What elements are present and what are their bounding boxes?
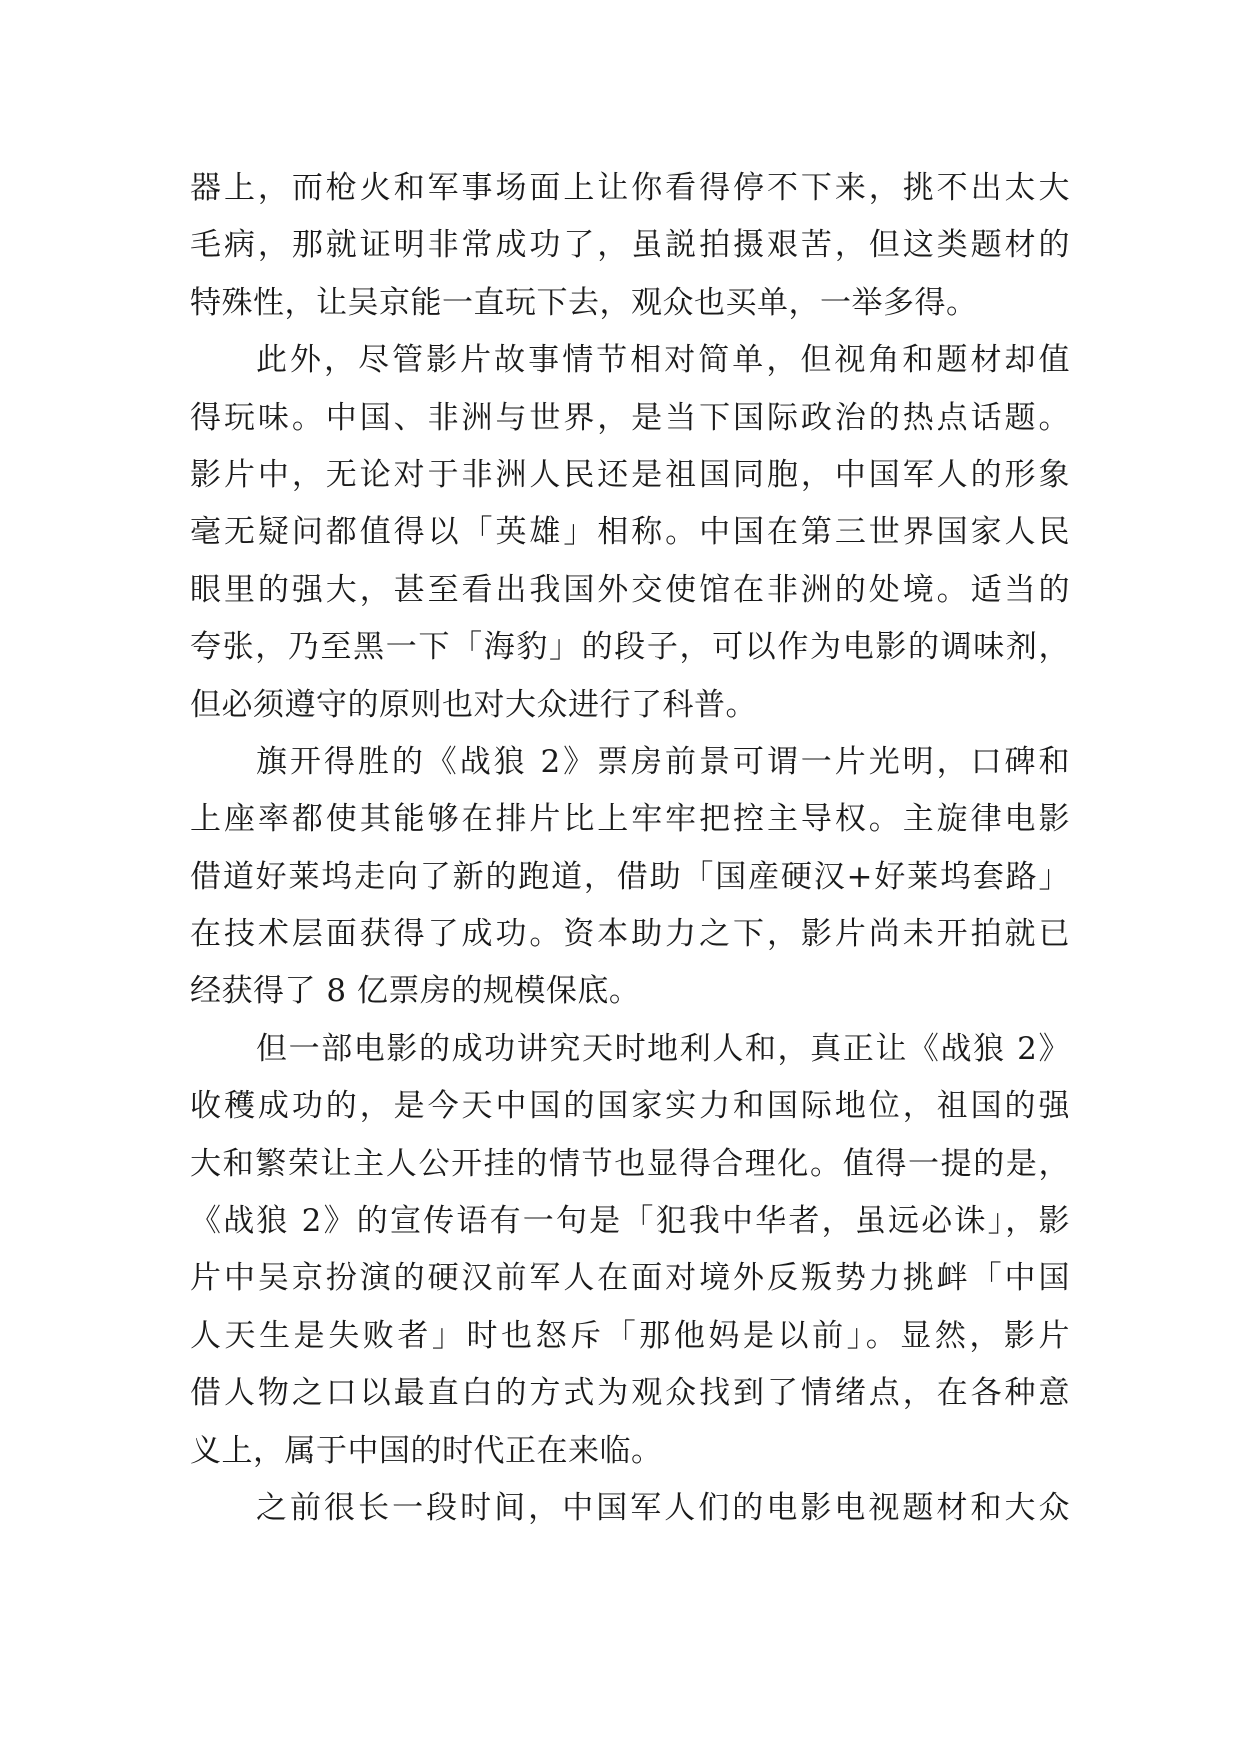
- text-line: 片中吴京扮演的硬汉前军人在面对境外反叛势力挑衅「中国: [190, 1260, 1070, 1297]
- text-line: 借人物之口以最直白的方式为观众找到了情绪点，在各种意: [190, 1375, 1070, 1412]
- text-line: 器上，而枪火和军事场面上让你看得停不下来，挑不出太大: [190, 170, 1070, 206]
- text-line: 《战狼 2》的宣传语有一句是「犯我中华者，虽远必诛」，影: [190, 1203, 1070, 1240]
- text-line: 经获得了 8 亿票房的规模保底。: [190, 973, 641, 1010]
- text-line: 得玩味。中国、非洲与世界，是当下国际政治的热点话题。: [190, 399, 1070, 436]
- text-line: 特殊性，让吴京能一直玩下去，观众也买单，一举多得。: [190, 284, 978, 321]
- text-line: 收穫成功的，是今天中国的国家实力和国际地位，祖国的强: [190, 1088, 1070, 1125]
- text-line: 旗开得胜的《战狼 2》票房前景可谓一片光明，口碑和: [256, 743, 1070, 780]
- text-line: 人天生是失败者」时也怒斥「那他妈是以前」。显然，影片: [190, 1317, 1070, 1354]
- text-line: 之前很长一段时间，中国军人们的电影电视题材和大众: [256, 1489, 1070, 1526]
- text-line: 在技术层面获得了成功。资本助力之下，影片尚未开拍就已: [190, 916, 1070, 953]
- text-line: 但一部电影的成功讲究天时地利人和，真正让《战狼 2》: [256, 1030, 1070, 1067]
- text-line: 大和繁荣让主人公开挂的情节也显得合理化。值得一提的是，: [190, 1145, 1070, 1182]
- text-line: 夸张，乃至黑一下「海豹」的段子，可以作为电影的调味剂，: [190, 629, 1070, 666]
- body-text: [190, 160, 1070, 1537]
- text-line: 上座率都使其能够在排片比上牢牢把控主导权。主旋律电影: [190, 801, 1070, 838]
- text-line: 影片中，无论对于非洲人民还是祖国同胞，中国军人的形象: [190, 456, 1070, 493]
- text-line: 借道好莱坞走向了新的跑道，借助「国産硬汉+好莱坞套路」: [190, 858, 1070, 895]
- text-line: 毫无疑问都值得以「英雄」相称。中国在第三世界国家人民: [190, 514, 1070, 551]
- text-line: 此外，尽管影片故事情节相对简单，但视角和题材却值: [256, 342, 1070, 379]
- text-line: 义上，属于中国的时代正在来临。: [190, 1432, 663, 1469]
- text-line: 毛病，那就证明非常成功了，虽説拍摄艰苦，但这类题材的: [190, 227, 1070, 264]
- text-line: 眼里的强大，甚至看出我国外交使馆在非洲的处境。适当的: [190, 571, 1070, 608]
- text-line: 但必须遵守的原则也对大众进行了科普。: [190, 686, 757, 723]
